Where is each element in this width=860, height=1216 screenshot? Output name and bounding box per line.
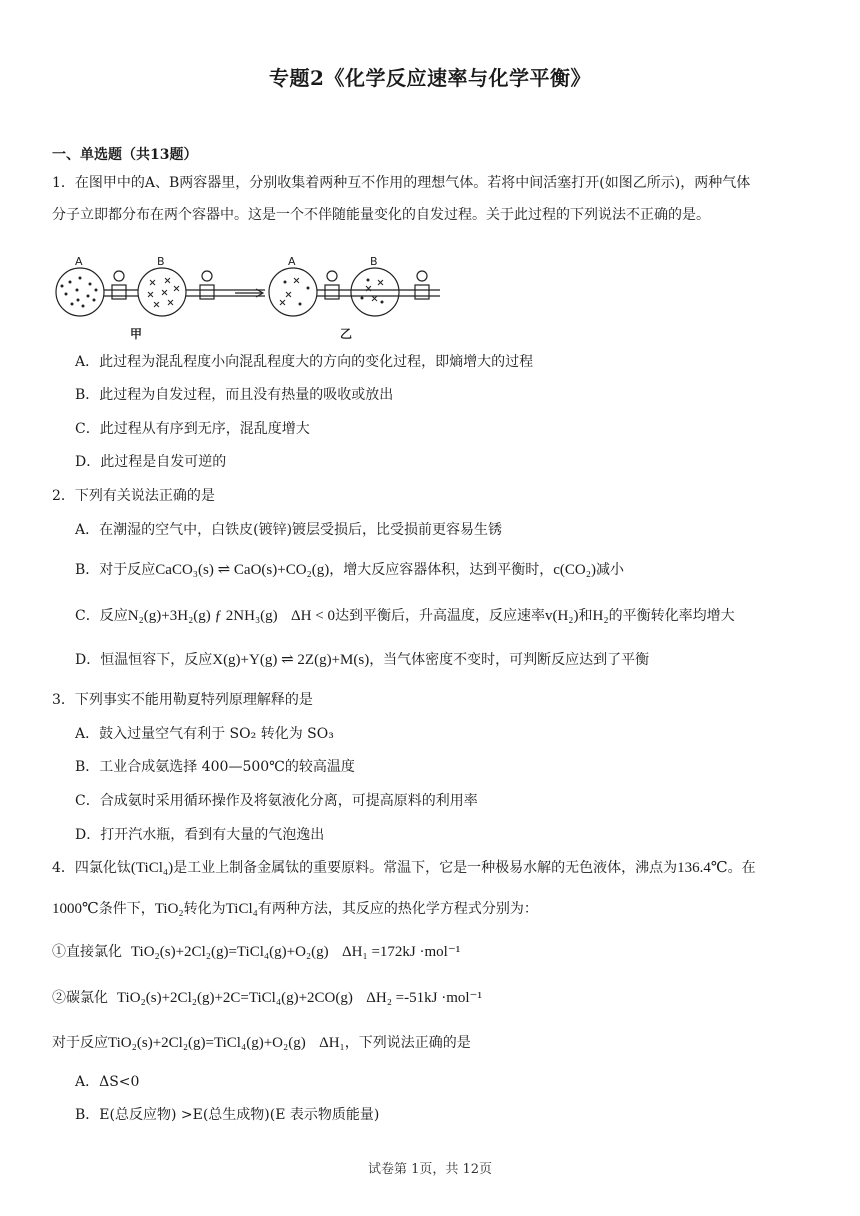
fig-label-a2: A [288, 255, 296, 268]
q3-stem: 3．下列事实不能用勒夏特列原理解释的是 [52, 692, 313, 708]
q4-stem-line2: 1000℃条件下，TiO₂转化为TiCl₄有两种方法，其反应的热化学方程式分别为： [52, 901, 538, 917]
q1-figure [50, 254, 450, 348]
q4-option-b: B．E(总反应物) >E(总生成物)(E 表示物质能量) [75, 1107, 380, 1123]
q3-option-d: D．打开汽水瓶，看到有大量的气泡逸出 [75, 827, 325, 843]
q3-option-a: A．鼓入过量空气有利于 SO₂ 转化为 SO₃ [75, 726, 334, 742]
page-footer: 试卷第 1页，共 12页 [367, 1162, 493, 1177]
q4-stem-line1: 4．四氯化钛(TiCl₄)是工业上制备金属钛的重要原料。常温下，它是一种极易水解的无色液体，沸点为136.4℃。在 [52, 860, 756, 876]
fig-label-b1: B [157, 255, 165, 268]
q4-ask: 对于反应TiO₂(s)+2Cl₂(g)=TiCl₄(g)+O₂(g) ΔH₁，下列说法正确的是 [52, 1035, 471, 1051]
q1-option-c: C．此过程从有序到无序，混乱度增大 [75, 421, 310, 437]
fig-caption-left: 甲 [130, 327, 143, 341]
q2-c-enthalpy: ΔH < 0 [291, 608, 335, 624]
section-heading: 一、单选题（共13题） [52, 147, 198, 163]
q4-method-1: ①直接氯化 TiO₂(s)+2Cl₂(g)=TiCl₄(g)+O₂(g) ΔH₁ =172kJ ·mol⁻¹ [52, 944, 461, 960]
fig-label-a1: A [75, 255, 83, 268]
q2-option-c: C．反应N₂(g)+3H₂(g) ƒ 2NH₃(g) ΔH < 0达到平衡后，升高温度，反应速率v(H₂)和H₂的平衡转化率均增大 [75, 608, 735, 624]
q2-b-concentration: c(CO₂) [553, 562, 596, 578]
q1-option-b: B．此过程为自发过程，而且没有热量的吸收或放出 [75, 387, 394, 403]
page-title: 专题2《化学反应速率与化学平衡》 [269, 66, 591, 90]
fig-label-b2: B [370, 255, 378, 268]
q1-stem-line2: 分子立即都分布在两个容器中。这是一个不伴随能量变化的自发过程。关于此过程的下列说法不正确的是。 [52, 207, 710, 223]
gas-diffusion-diagram [50, 254, 450, 344]
q2-c-equation: N₂(g)+3H₂(g) ƒ 2NH₃(g) [127, 608, 278, 624]
q4-option-a: A．ΔS<0 [75, 1074, 140, 1090]
q2-b-equation: CaCO₃(s) ⇌ CaO(s)+CO₂(g) [155, 562, 330, 578]
q4-method-2: ②碳氯化 TiO₂(s)+2Cl₂(g)+2C=TiCl₄(g)+2CO(g) ΔH₂ =-51kJ ·mol⁻¹ [52, 990, 482, 1006]
q2-option-d: D．恒温恒容下，反应X(g)+Y(g) ⇌ 2Z(g)+M(s)，当气体密度不变时，可判断反应达到了平衡 [75, 652, 650, 668]
q1-stem-line1: 1．在图甲中的A、B两容器里，分别收集着两种互不作用的理想气体。若将中间活塞打开(如图乙所示)，两种气体 [52, 175, 751, 191]
q2-c-rate: v(H₂) [544, 608, 579, 624]
q2-option-b: B．对于反应CaCO₃(s) ⇌ CaO(s)+CO₂(g)，增大反应容器体积，达到平衡时，c(CO₂)减小 [75, 562, 624, 578]
q2-stem: 2．下列有关说法正确的是 [52, 488, 215, 504]
q2-option-a: A．在潮湿的空气中，白铁皮(镀锌)镀层受损后，比受损前更容易生锈 [75, 522, 503, 538]
q3-option-c: C．合成氨时采用循环操作及将氨液化分离，可提高原料的利用率 [75, 793, 478, 809]
q1-option-d: D．此过程是自发可逆的 [75, 454, 227, 470]
q1-option-a: A．此过程为混乱程度小向混乱程度大的方向的变化过程，即熵增大的过程 [75, 354, 534, 370]
q3-option-b: B．工业合成氨选择 400—500℃的较高温度 [75, 759, 355, 775]
q2-d-equation: X(g)+Y(g) ⇌ 2Z(g)+M(s) [212, 652, 370, 668]
fig-caption-right: 乙 [340, 327, 353, 341]
